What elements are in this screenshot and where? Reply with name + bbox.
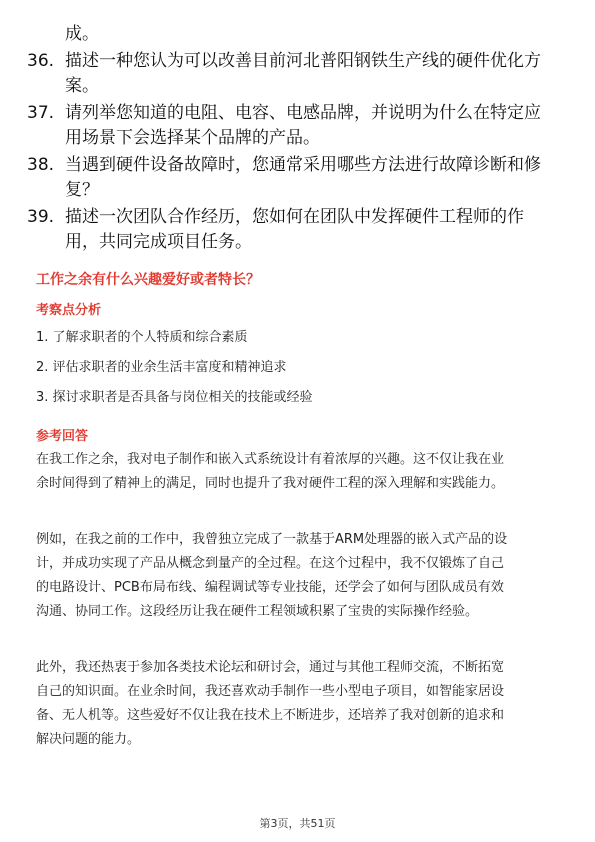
analysis-title: 考察点分析	[36, 303, 102, 318]
paragraph-line: 备、无人机等。这些爱好不仅让我在技术上不断进步，还培养了我对创新的追求和	[36, 708, 505, 723]
question-36	[27, 49, 566, 99]
question-tail	[36, 22, 566, 47]
paragraph-line: 解决问题的能力。	[36, 732, 141, 747]
answer-title: 参考回答	[36, 429, 89, 444]
analysis-point: 3. 探讨求职者是否具备与岗位相关的技能或经验	[36, 390, 313, 405]
question-text-line: 描述一次团队合作经历，您如何在团队中发挥硬件工程师的作	[65, 207, 524, 227]
question-list	[27, 22, 566, 257]
answer-paragraph	[36, 448, 560, 496]
answer-paragraph	[36, 656, 560, 752]
question-number: 39.	[27, 207, 55, 227]
question-text-line: 用场景下会选择某个品牌的产品。	[65, 128, 320, 148]
question-text-line: 描述一种您认为可以改善目前河北普阳钢铁生产线的硬件优化方	[65, 51, 541, 71]
paragraph-line: 余时间得到了精神上的满足，同时也提升了我对硬件工程的深入理解和实践能力。	[36, 476, 505, 491]
analysis-point: 2. 评估求职者的业余生活丰富度和精神追求	[36, 360, 287, 375]
paragraph-line: 沟通、协同工作。这段经历让我在硬件工程领域积累了宝贵的实际操作经验。	[36, 604, 479, 619]
paragraph-line: 例如，在我之前的工作中，我曾独立完成了一款基于ARM处理器的嵌入式产品的设	[36, 532, 508, 547]
paragraph-line: 在我工作之余，我对电子制作和嵌入式系统设计有着浓厚的兴趣。这不仅让我在业	[36, 452, 505, 467]
question-38	[27, 153, 566, 203]
paragraph-line: 的电路设计、PCB布局布线、编程调试等专业技能，还学会了如何与团队成员有效	[36, 580, 504, 595]
question-text-line: 当遇到硬件设备故障时，您通常采用哪些方法进行故障诊断和修	[65, 155, 541, 175]
question-number: 37.	[27, 103, 55, 123]
question-text-line: 用，共同完成项目任务。	[65, 232, 252, 252]
analysis-point: 1. 了解求职者的个人特质和综合素质	[36, 330, 248, 345]
interest-section	[36, 270, 560, 752]
analysis-points	[36, 328, 560, 408]
paragraph-line: 计，并成功实现了产品从概念到量产的全过程。在这个过程中，我不仅锻炼了自己	[36, 556, 505, 571]
section-title: 工作之余有什么兴趣爱好或者特长？	[36, 272, 260, 288]
question-text-line: 请列举您知道的电阻、电容、电感品牌，并说明为什么在特定应	[65, 103, 541, 123]
question-39	[27, 205, 566, 255]
question-number: 36.	[27, 51, 55, 71]
question-text-line: 复？	[65, 180, 99, 200]
page-footer: 第3页，共51页	[259, 817, 336, 830]
question-tail-text: 成。	[65, 24, 99, 44]
paragraph-line: 此外，我还热衷于参加各类技术论坛和研讨会，通过与其他工程师交流，不断拓宽	[36, 660, 505, 675]
question-number: 38.	[27, 155, 55, 175]
paragraph-line: 自己的知识面。在业余时间，我还喜欢动手制作一些小型电子项目，如智能家居设	[36, 684, 505, 699]
question-text-line: 案。	[65, 76, 99, 96]
question-37	[27, 101, 566, 151]
answer-paragraph	[36, 528, 560, 624]
